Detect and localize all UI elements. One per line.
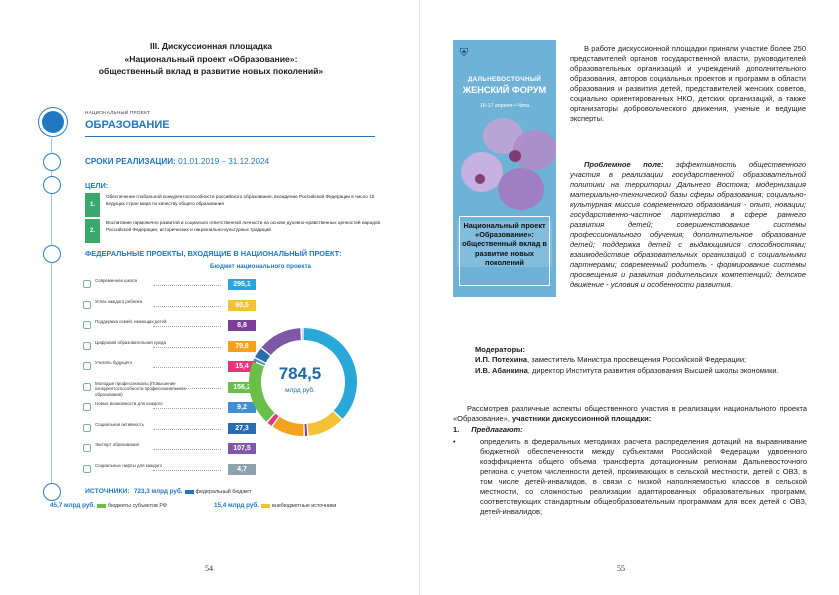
project-icon: [83, 403, 91, 411]
project-icon: [83, 424, 91, 432]
education-icon: [38, 107, 68, 137]
goal-text: Обеспечение глобальной конкурентоспособности российского образования, вхождение Российской Федерации в число 10 ведущих стран мира по качеству общего образования: [106, 194, 375, 206]
problem-field-label: Проблемное поле:: [584, 160, 664, 169]
project-name: Цифровая образовательная среда: [95, 339, 166, 345]
project-budget-value: 27,3: [228, 423, 256, 434]
moderator-1-role: , заместитель Министра просвещения Российской Федерации;: [527, 355, 747, 364]
proposal-number: 1.: [453, 425, 460, 434]
leader-line: [153, 449, 221, 450]
goal-1: [85, 193, 381, 217]
source-federal: [134, 488, 251, 495]
goal-number: 2.: [85, 219, 100, 243]
goal-text: Воспитание гармонично развитой и социально ответственной личности на основе духовно-нравственных ценностей народов Российской Федерации, исторических и национально-культурных традиций: [106, 220, 380, 232]
leader-line: [153, 408, 221, 409]
federal-project-row: [83, 463, 283, 477]
donut-segment: [259, 361, 260, 363]
sources-heading: ИСТОЧНИКИ:: [85, 488, 130, 495]
leader-line: [153, 306, 221, 307]
leader-line: [153, 285, 221, 286]
poster-title: Национальный проект «Образование»: общественный вклад в развитие новых поколений: [457, 221, 552, 267]
orchid-petal-icon: [461, 152, 503, 192]
orchid-center-icon: [509, 150, 521, 162]
source-federal-value: 723,3 млрд руб.: [134, 488, 183, 495]
project-icon: [83, 301, 91, 309]
orchid-petal-icon: [513, 130, 556, 170]
bullet-list-item: [453, 437, 807, 517]
moderator-1: [475, 355, 807, 365]
donut-segment: [255, 364, 270, 417]
poster-line-3: 16-17 апреля • Чита: [479, 103, 530, 109]
federal-project-row: [83, 442, 283, 456]
swatch-icon: [97, 504, 106, 508]
problem-field-paragraph: [570, 160, 806, 290]
left-page: [0, 0, 419, 595]
project-icon: [83, 383, 91, 391]
period-value: 01.01.2019 – 31.12.2024: [178, 157, 270, 166]
leader-line: [153, 347, 221, 348]
leader-line: [153, 367, 221, 368]
project-icon: [83, 362, 91, 370]
project-icon: [83, 342, 91, 350]
project-budget-value: 79,8: [228, 341, 256, 352]
consider-bold: участники дискуссионной площадки:: [512, 414, 652, 423]
period-label: СРОКИ РЕАЛИЗАЦИИ:: [85, 157, 176, 166]
project-budget-value: 90,5: [228, 300, 256, 311]
goals-heading: ЦЕЛИ:: [85, 181, 109, 190]
donut-segment: [271, 418, 275, 421]
national-project-infographic: [38, 102, 388, 512]
source-regional-value: 45,7 млрд руб.: [50, 502, 96, 509]
donut-segment: [260, 352, 265, 360]
orchid-petal-icon: [498, 168, 544, 210]
goal-number: 1.: [85, 193, 100, 217]
leader-line: [153, 388, 221, 389]
implementation-period: [85, 157, 269, 166]
np-label: НАЦИОНАЛЬНЫЙ ПРОЕКТ: [85, 110, 151, 115]
moderators-label: Модераторы:: [475, 345, 526, 354]
federal-project-row: [83, 278, 283, 292]
swatch-icon: [185, 490, 194, 494]
section-heading: [80, 40, 342, 78]
moderator-2-role: , директор Института развития образования Высшей школы экономики.: [527, 366, 779, 375]
project-name: Социальные лифты для каждого: [95, 462, 163, 468]
donut-segment: [308, 416, 337, 430]
project-name: Молодые профессионалы (Повышение конкурентоспособности профессионального образования): [95, 380, 186, 397]
project-name: Поддержка семей, имеющих детей: [95, 319, 167, 324]
moderator-2-name: И.В. Абанкина: [475, 366, 528, 375]
moderator-1-name: И.П. Потехина: [475, 355, 528, 364]
title-rule: [85, 136, 375, 137]
consider-text: Рассмотрев различные аспекты общественного участия в реализации национального проекта «Образование»,: [453, 404, 807, 423]
section-heading-line-3: общественный вклад в развитие новых поколений»: [98, 66, 324, 76]
proposal-heading: [453, 425, 807, 435]
total-budget-value: 784,5: [278, 364, 322, 383]
forum-poster-image: [453, 40, 556, 297]
source-extrabudget: [214, 502, 336, 509]
project-budget-value: 295,1: [228, 279, 256, 290]
right-page: [420, 0, 839, 595]
intro-paragraph: В работе дискуссионной площадки приняли участие более 250 представителей органов государственной власти, руководителей образовательных организаций и учреждений дополнительного образования, авторов социальных проектов и программ в области образования и развития детей, представителей женских советов, социально ориентированных НКО, детских организаций, а также организаторы добровольческого движения, ученые и ведущие эксперты.: [570, 44, 806, 123]
poster-line-2: ЖЕНСКИЙ ФОРУМ: [462, 85, 547, 95]
orchid-center-icon: [475, 174, 485, 184]
goal-2: [85, 219, 381, 243]
project-icon: [83, 444, 91, 452]
project-budget-value: 107,5: [228, 443, 256, 454]
donut-segment: [276, 422, 303, 430]
leader-line: [153, 470, 221, 471]
project-name: Новые возможности для каждого: [95, 401, 163, 406]
project-budget-value: 8,8: [228, 320, 256, 331]
calendar-icon: [43, 153, 61, 171]
poster-line-1: ДАЛЬНЕВОСТОЧНЫЙ: [467, 76, 542, 83]
project-budget-value: 156,2: [228, 382, 256, 393]
np-title: ОБРАЗОВАНИЕ: [85, 119, 170, 131]
leader-line: [153, 326, 221, 327]
project-name: Социальная активность: [95, 421, 144, 427]
bullet-icon: •: [453, 437, 456, 446]
project-icon: [83, 280, 91, 288]
project-name: Учитель будущего: [95, 360, 133, 365]
page-number: 55: [617, 564, 625, 573]
consider-paragraph: [453, 404, 807, 424]
leader-line: [153, 429, 221, 430]
source-regional-label: бюджеты субъектов РФ: [108, 503, 167, 509]
source-extrabudget-value: 15,4 млрд руб.: [214, 502, 260, 509]
project-budget-value: 15,4: [228, 361, 256, 372]
problem-field-text: эффективность общественного участия в реализации государственной образовательной политики на территории Дальнего Востока; модернизация материально-технической базы сферы образования; социально-культурная миссия современного образования - опыт, новации; государственно-частное партнерство в сфере раннего развития детей; совершенствование системы профессионального обучения; дополнительное образование детей; поддержка детей с выдающимися способностями; взаимодействие образовательных организаций с социальными партнерами; современный родитель - формирование системы просвещения и развития родительских компетенций; детское движение - условия и особенности развития.: [570, 160, 806, 289]
target-icon: [43, 176, 61, 194]
project-icon: [83, 321, 91, 329]
donut-segment: [266, 334, 300, 351]
proposal-label: Предлагают:: [471, 425, 523, 434]
money-icon: [43, 483, 61, 501]
project-name: Успех каждого ребенка: [95, 298, 143, 304]
project-budget-value: 9,2: [228, 402, 256, 413]
section-heading-line-1: III. Дискуссионная площадка: [149, 41, 273, 51]
federal-project-row: [83, 299, 283, 313]
source-regional: [50, 502, 167, 509]
moderator-2: [475, 366, 807, 376]
source-federal-label: федеральный бюджет: [195, 489, 252, 495]
budget-heading: Бюджет национального проекта: [210, 263, 312, 270]
projects-icon: [43, 245, 61, 263]
bullet-text: определить в федеральных методиках расчета распределения дотаций на выравнивание бюджетной обеспеченности между субъектами Российской Федерации удвоенного коэффициента общего объема трансферта дотационным регионам Дальневосточного региона с учетом численности детей, проживающих в сельской местности, детей с ОВЗ, в том числе детей-инвалидов, в связи с низкой наполняемостью классов в сельской местности, со сложностью реализации адаптированных образовательных программ, соответствующих стандартным общеобразовательным программам для всех детей с ОВЗ, детей-инвалидов;: [480, 437, 807, 516]
section-heading-line-2: «Национальный проект «Образование»:: [124, 53, 298, 64]
total-budget-unit: млрд руб.: [285, 387, 315, 394]
swatch-icon: [261, 504, 270, 508]
source-extrabudget-label: внебюджетные источники: [272, 503, 337, 509]
project-icon: [83, 465, 91, 473]
project-name: Экспорт образования: [95, 442, 139, 447]
project-budget-value: 4,7: [228, 464, 256, 475]
emblem-icon: ⛨: [459, 47, 469, 59]
project-name: Современная школа: [95, 278, 138, 283]
federal-projects-heading: ФЕДЕРАЛЬНЫЕ ПРОЕКТЫ, ВХОДЯЩИЕ В НАЦИОНАЛЬНЫЙ ПРОЕКТ:: [85, 249, 342, 258]
page-number: 54: [205, 564, 213, 573]
